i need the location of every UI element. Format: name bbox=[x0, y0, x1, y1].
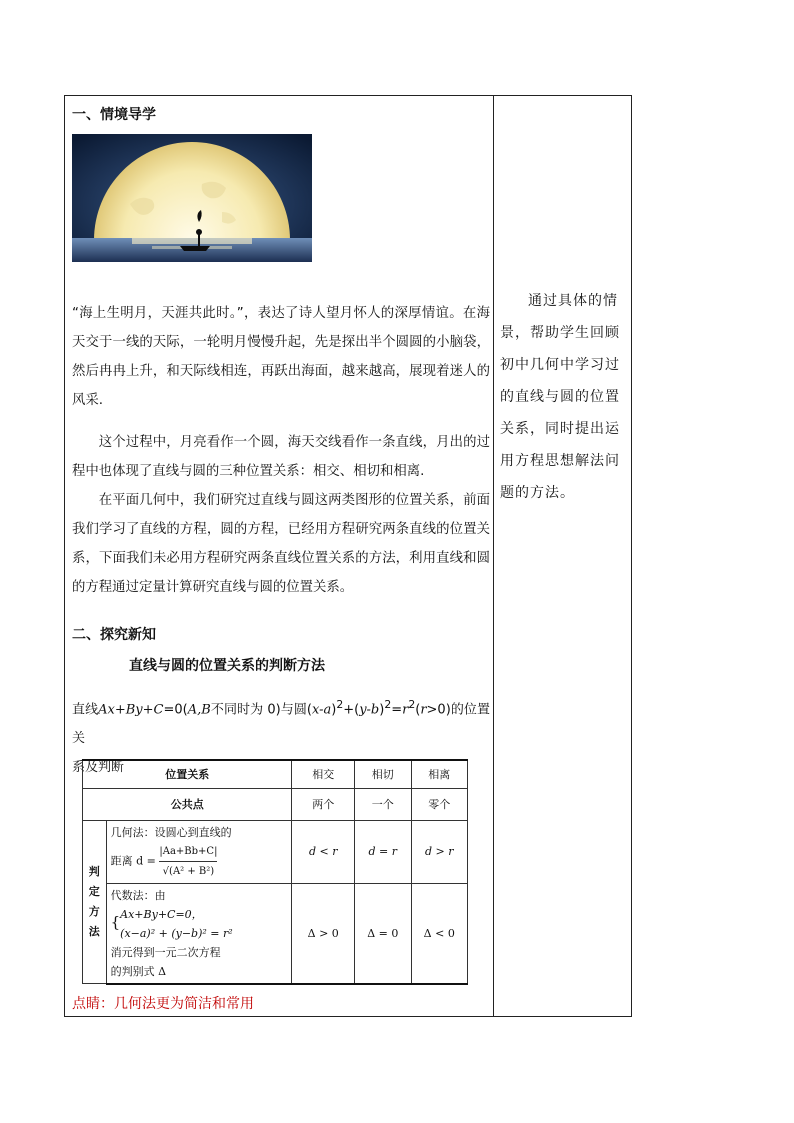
header-tangent: 相切 bbox=[355, 760, 411, 788]
exponent: 2 bbox=[336, 698, 344, 711]
moon-illustration bbox=[72, 134, 312, 262]
ab-expr: A,B bbox=[187, 702, 211, 718]
text: 直线 bbox=[72, 702, 99, 718]
algebraic-method bbox=[106, 883, 292, 984]
radius: r bbox=[420, 702, 427, 718]
design-intent-text: 通过具体的情景，帮助学生回顾初中几何中学习过的直线与圆的位置关系，同时提出运用方程思想解法问题的方法。 bbox=[500, 293, 620, 501]
header-relation: 位置关系 bbox=[83, 760, 292, 788]
equation-1: Ax+By+C=0， bbox=[120, 907, 203, 921]
text: ( bbox=[415, 702, 421, 718]
points-intersect: 两个 bbox=[292, 788, 355, 820]
fraction bbox=[159, 842, 217, 881]
lesson-table bbox=[64, 95, 632, 1017]
text: 不同时为 0)与圆( bbox=[210, 702, 312, 718]
method-label bbox=[83, 820, 107, 984]
text: 消元得到一元二次方程 bbox=[110, 945, 221, 959]
text: 代数法：由 bbox=[110, 888, 166, 902]
char: 判 bbox=[88, 864, 100, 878]
text: ) bbox=[379, 702, 385, 718]
text: >0)的位置关 bbox=[72, 702, 490, 747]
text: +( bbox=[343, 702, 360, 718]
header-intersect: 相交 bbox=[292, 760, 355, 788]
equation-system bbox=[120, 905, 233, 943]
intro-paragraph-1: “海上生明月，天涯共此时。”，表达了诗人望月怀人的深厚情谊。在海天交于一线的天际，一轮明月慢慢升起，先是探出半个圆圆的小脑袋，然后冉冉上升，和天际线相连，再跃出海面，越来越高，展现着迷人的风采. bbox=[72, 306, 490, 408]
intro-paragraph-3: 在平面几何中，我们研究过直线与圆这两类图形的位置关系，前面我们学习了直线的方程，圆的方程，已经用方程研究两条直线的位置关系，下面我们未必用方程研究两条直线位置关系的方法，利用直线和圆的方程通过定量计算研究直线与圆的位置关系。 bbox=[72, 493, 490, 595]
char: 定 bbox=[88, 884, 100, 898]
section1-title: 一、情境导学 bbox=[72, 107, 156, 123]
char: 方 bbox=[88, 904, 100, 918]
line-expr: Ax+By+C bbox=[98, 702, 164, 718]
text: = bbox=[391, 702, 403, 718]
equation-2: (x−a)² + (y−b)² = r² bbox=[120, 926, 233, 940]
alg-intersect: Δ > 0 bbox=[292, 883, 355, 984]
column-divider bbox=[493, 96, 494, 1016]
exponent: 2 bbox=[384, 698, 392, 711]
header-separate: 相离 bbox=[411, 760, 468, 788]
alg-tangent: Δ = 0 bbox=[355, 883, 411, 984]
denominator: √(A² + B²) bbox=[162, 865, 215, 877]
circle-y: y-b bbox=[359, 702, 380, 718]
geo-separate: d > r bbox=[411, 820, 468, 883]
numerator: |Aa+Bb+C| bbox=[159, 842, 217, 862]
alg-separate: Δ < 0 bbox=[411, 883, 468, 984]
geo-tangent: d = r bbox=[355, 820, 411, 883]
points-separate: 零个 bbox=[411, 788, 468, 820]
position-relation-table bbox=[82, 759, 468, 985]
section2-title: 二、探究新知 bbox=[72, 627, 156, 643]
exponent: 2 bbox=[408, 698, 416, 711]
circle-x: x-a bbox=[312, 702, 332, 718]
text: 几何法：设圆心到直线的 bbox=[110, 825, 232, 839]
text: 系及判断 bbox=[72, 760, 125, 776]
geo-intersect: d < r bbox=[292, 820, 355, 883]
method-subtitle: 直线与圆的位置关系的判断方法 bbox=[129, 658, 325, 674]
intro-paragraph-2: 这个过程中，月亮看作一个圆，海天交线看作一条直线，月出的过程中也体现了直线与圆的三种位置关系：相交、相切和相离. bbox=[72, 435, 490, 479]
geometric-method bbox=[106, 820, 292, 883]
text: =0( bbox=[163, 702, 188, 718]
text: 距离 d = bbox=[110, 854, 156, 867]
text: 的判别式 Δ bbox=[110, 964, 167, 978]
common-points-label: 公共点 bbox=[83, 788, 292, 820]
brace: { bbox=[110, 912, 121, 931]
text: ) bbox=[331, 702, 337, 718]
points-tangent: 一个 bbox=[355, 788, 411, 820]
key-point-note: 点睛：几何法更为简洁和常用 bbox=[72, 996, 254, 1012]
radius: r bbox=[402, 702, 409, 718]
char: 法 bbox=[88, 924, 100, 938]
